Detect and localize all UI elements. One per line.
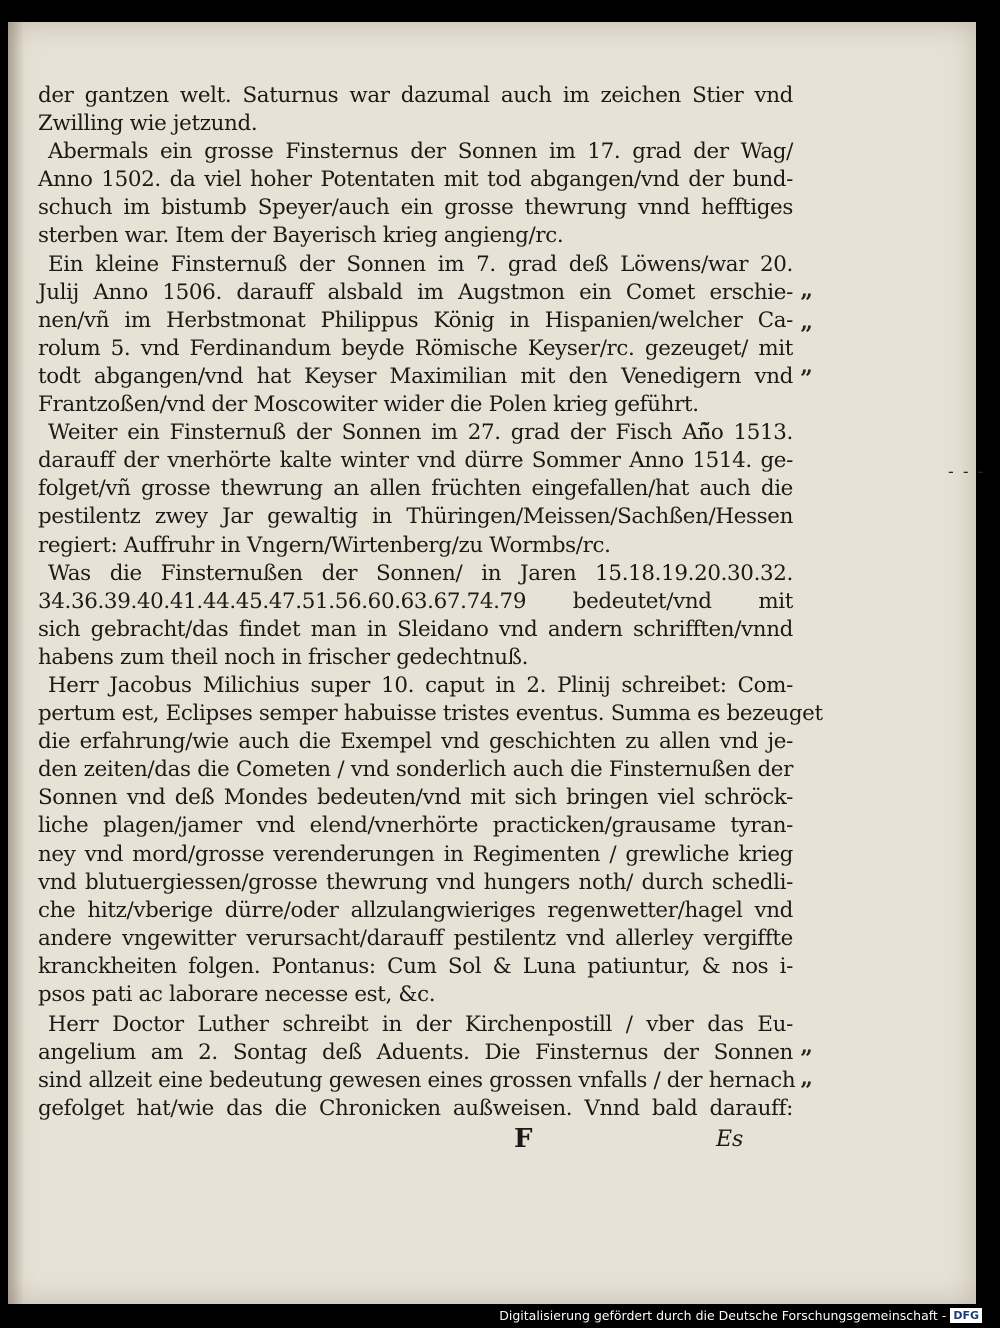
text-line: folget/vñ grosse thewrung an allen früchten eingefallen/hat auch die xyxy=(38,476,793,502)
footer-text: Digitalisierung gefördert durch die Deutsche Forschungsgemeinschaft - xyxy=(499,1308,947,1323)
text-line: pertum est, Eclipses semper habuisse tristes eventus. Summa es bezeuget xyxy=(38,701,823,727)
dfg-logo: DFG xyxy=(950,1308,982,1323)
text-line: Frantzoßen/vnd der Moscowiter wider die Polen krieg geführt. xyxy=(38,392,699,418)
text-line: liche plagen/jamer vnd elend/vnerhörte practicken/grausame tyran- xyxy=(38,813,793,839)
text-line: regiert: Auffruhr in Vngern/Wirtenberg/zu Wormbs/rc. xyxy=(38,532,611,558)
text-line: psos pati ac laborare necesse est, &c. xyxy=(38,982,436,1007)
text-line: sterben war. Item der Bayerisch krieg angieng/rc. xyxy=(38,223,564,249)
text-line: Sonnen vnd deß Mondes bedeuten/vnd mit sich bringen viel schröck- xyxy=(38,785,793,811)
text-line: den zeiten/das die Cometen / vnd sonderlich auch die Finsternußen der xyxy=(38,757,793,783)
text-line: sich gebracht/das findet man in Sleidano vnd andern schrifften/vnnd xyxy=(38,616,793,642)
text-line: angelium am 2. Sontag deß Aduents. Die Finsternus der Sonnen xyxy=(38,1040,793,1066)
page-edge-mark: - - - xyxy=(948,462,986,481)
text-line: vnd blutuergiessen/grosse thewrung vnd hungers noth/ durch schedli- xyxy=(38,869,793,895)
text-line: Herr Jacobus Milichius super 10. caput in 2. Plinij schreibet: Com- xyxy=(48,672,793,698)
margin-quote-mark: ” xyxy=(800,1046,813,1072)
text-line: darauff der vnerhörte kalte winter vnd dürre Sommer Anno 1514. ge- xyxy=(38,448,793,474)
signature-mark: F xyxy=(514,1124,533,1154)
text-line: gefolget hat/wie das die Chronicken außweisen. Vnnd bald darauff: xyxy=(38,1096,793,1122)
text-line: andere vngewitter verursacht/darauff pestilentz vnd allerley vergiffte xyxy=(38,925,793,951)
page-text xyxy=(38,82,823,1123)
text-line: Weiter ein Finsternuß der Sonnen im 27. grad der Fisch Añ̃o 1513. xyxy=(48,420,793,446)
text-line: habens zum theil noch in frischer gedechtnuß. xyxy=(38,644,529,670)
text-line: che hitz/vberige dürre/oder allzulangwieriges regenwetter/hagel vnd xyxy=(38,897,793,923)
margin-quote-mark: ” xyxy=(800,1078,813,1104)
catchword: Es xyxy=(716,1127,744,1152)
text-line: ney vnd mord/grosse verenderungen in Regimenten / grewliche krieg xyxy=(38,841,793,867)
text-line: todt abgangen/vnd hat Keyser Maximilian mit den Venedigern vnd xyxy=(38,363,793,389)
text-line: Herr Doctor Luther schreibt in der Kirchenpostill / vber das Eu- xyxy=(48,1012,793,1038)
text-line: Julij Anno 1506. darauff alsbald im Augstmon ein Comet erschie- xyxy=(38,279,793,305)
text-line: nen/vñ im Herbstmonat Philippus König in Hispanien/welcher Ca- xyxy=(38,307,793,333)
text-line: Ein kleine Finsternuß der Sonnen im 7. grad deß Löwens/war 20. xyxy=(48,251,793,277)
margin-quote-mark: ” xyxy=(800,366,813,392)
text-line: schuch im bistumb Speyer/auch ein grosse thewrung vnnd hefftiges xyxy=(38,195,793,221)
text-line: 34.36.39.40.41.44.45.47.51.56.60.63.67.74.79 bedeutet/vnd mit xyxy=(38,588,793,614)
text-line: sind allzeit eine bedeutung gewesen eines grossen vnfalls / der hernach xyxy=(38,1068,796,1094)
digitization-footer xyxy=(499,1308,982,1323)
page-gutter-shadow xyxy=(8,22,24,1304)
text-line: die erfahrung/wie auch die Exempel vnd geschichten zu allen vnd je- xyxy=(38,729,793,755)
margin-quote-mark: ” xyxy=(800,322,813,348)
text-line: Zwilling wie jetzund. xyxy=(38,111,258,137)
text-line: rolum 5. vnd Ferdinandum beyde Römische Keyser/rc. gezeuget/ mit xyxy=(38,335,793,361)
text-line: Abermals ein grosse Finsternus der Sonnen im 17. grad der Wag/ xyxy=(48,139,793,165)
text-line: Was die Finsternußen der Sonnen/ in Jaren 15.18.19.20.30.32. xyxy=(48,560,793,586)
text-line: Anno 1502. da viel hoher Potentaten mit tod abgangen/vnd der bund- xyxy=(38,167,793,193)
margin-quote-mark: ” xyxy=(800,290,813,316)
text-line: der gantzen welt. Saturnus war dazumal auch im zeichen Stier vnd xyxy=(38,83,793,108)
text-line: pestilentz zwey Jar gewaltig in Thüringen/Meissen/Sachßen/Hessen xyxy=(38,504,793,530)
text-line: kranckheiten folgen. Pontanus: Cum Sol & Luna patiuntur, & nos i- xyxy=(38,953,793,979)
